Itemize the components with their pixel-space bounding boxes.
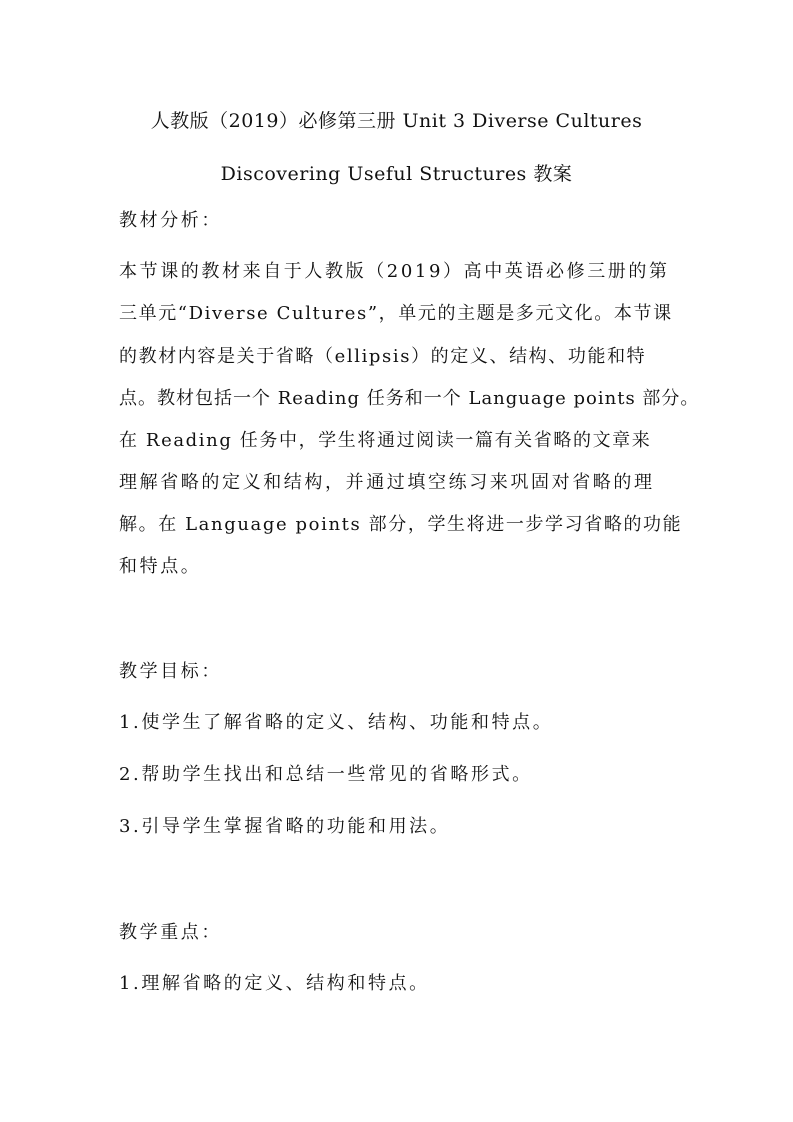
objective-item: 1.使学生了解省略的定义、结构、功能和特点。: [119, 712, 554, 733]
analysis-paragraph-line: 的教材内容是关于省略（ellipsis）的定义、结构、功能和特: [119, 346, 647, 367]
analysis-paragraph-line: 解。在 Language points 部分，学生将进一步学习省略的功能: [119, 514, 683, 535]
document-title-line-1: 人教版（2019）必修第三册 Unit 3 Diverse Cultures: [150, 110, 643, 132]
analysis-heading: 教材分析：: [119, 210, 222, 231]
keypoints-heading: 教学重点：: [119, 922, 222, 943]
keypoint-item: 1.理解省略的定义、结构和特点。: [119, 973, 430, 994]
analysis-paragraph-line: 在 Reading 任务中，学生将通过阅读一篇有关省略的文章来: [119, 430, 652, 451]
analysis-paragraph-line: 三单元“Diverse Cultures”，单元的主题是多元文化。本节课: [119, 303, 673, 324]
objective-item: 2.帮助学生找出和总结一些常见的省略形式。: [119, 764, 533, 785]
objective-item: 3.引导学生掌握省略的功能和用法。: [119, 816, 451, 837]
document-title-line-2: Discovering Useful Structures 教案: [220, 163, 573, 185]
analysis-paragraph-line: 点。教材包括一个 Reading 任务和一个 Language points 部分。: [119, 388, 700, 409]
analysis-paragraph-line: 理解省略的定义和结构，并通过填空练习来巩固对省略的理: [119, 472, 655, 493]
analysis-paragraph-line: 本节课的教材来自于人教版（2019）高中英语必修三册的第: [119, 261, 670, 282]
analysis-paragraph-line: 和特点。: [119, 556, 202, 577]
objectives-heading: 教学目标：: [119, 661, 222, 682]
